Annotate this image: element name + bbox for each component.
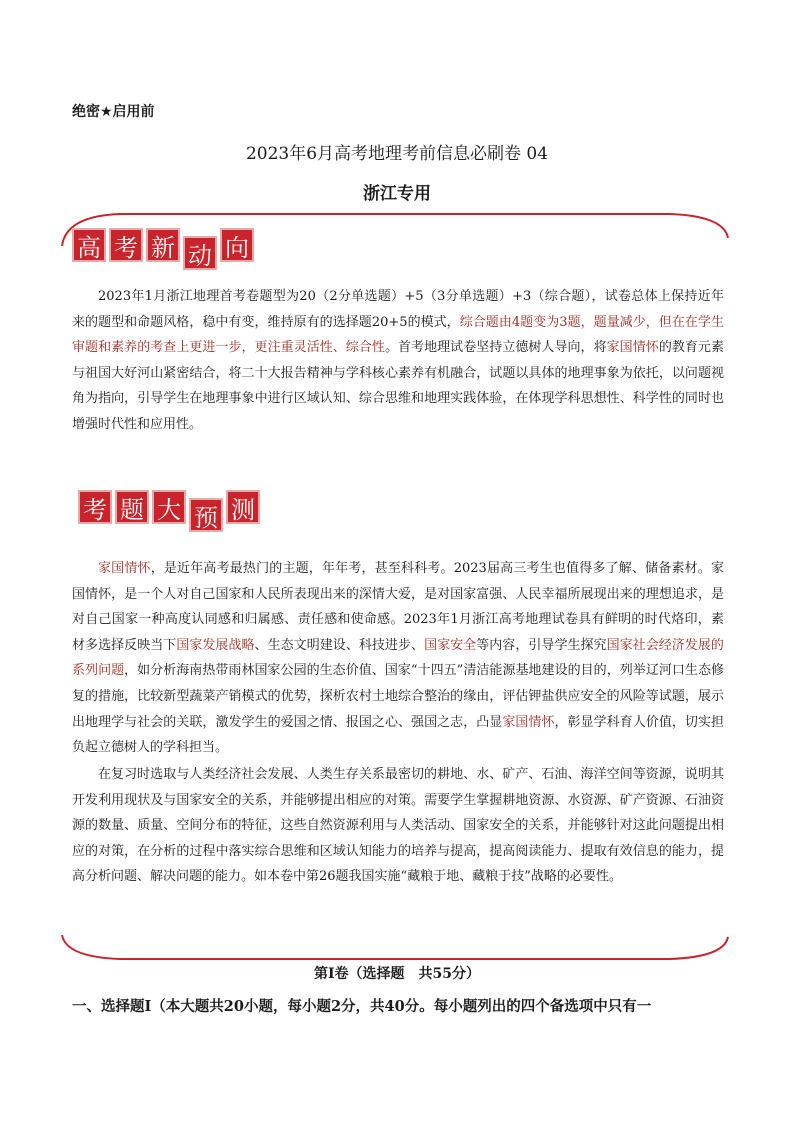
badge-char: 预 [189, 498, 223, 532]
bottom-divider-arc [60, 925, 730, 965]
badge-char: 动 [183, 236, 217, 270]
badge-char: 大 [152, 490, 186, 524]
badge-char: 考 [78, 490, 112, 524]
paper-subtitle: 浙江专用 [363, 184, 431, 204]
paper-title: 2023年6月高考地理考前信息必刷卷 04 [245, 144, 549, 164]
prediction-paragraph: 家国情怀，是近年高考最热门的主题，年年考，甚至科科考。2023届高三考生也值得多了解、储备素材。家国情怀，是一个人对自己国家和人民所表现出来的深情大爱，是对国家富强、人民幸福所展现出来的理想追求，是对自己国家一种高度认同感和归属感、责任感和使命感。2023年1月浙江高考地理试卷具有鲜明的时代烙印，素材多选择反映当下国家发展战略、生态文明建设、科技进步、国家安全等内容，引导学生探究国家社会经济发展的系列问题，如分析海南热带雨林国家公园的生态价值、国家“十四五”清洁能源基地建设的目的，列举辽河口生态修复的措施，比较新型蔬菜产销模式的优势，探析农村土地综合整治的缘由，评估钾盐供应安全的风险等试题，展示出地理学与社会的关联，激发学生的爱国之情、报国之心、强国之志，凸显家国情怀，彰显学科育人价值，切实担负起立德树人的学科担当。 [72, 561, 724, 756]
badge-char: 新 [146, 228, 180, 262]
badge-char: 考 [109, 228, 143, 262]
review-paragraph: 在复习时选取与人类经济社会发展、人类生存关系最密切的耕地、水、矿产、石油、海洋空间等资源，说明其开发利用现状及与国家安全的关系，并能够提出相应的对策。需要学生掌握耕地资源、水资源、矿产资源、石油资源的数量、质量、空间分布的特征，这些自然资源利用与人类活动、国家安全的关系，并能够针对这此问题提出相应的对策，在分析的过程中落实综合思维和区域认知能力的培养与提高，提高阅读能力、提取有效信息的能力，提高分析问题、解决问题的能力。如本卷中第26题我国实施“藏粮于地、藏粮于技”战略的必要性。 [72, 767, 724, 885]
badge-char: 高 [72, 228, 106, 262]
confidential-label: 绝密★启用前 [72, 104, 155, 120]
question-section-heading: 一、选择题Ⅰ（本大题共20小题，每小题2分，共40分。每小题列出的四个备选项中只有一 [72, 998, 652, 1015]
badge-char: 题 [115, 490, 149, 524]
badge-char: 测 [226, 490, 260, 524]
section-badge-prediction [78, 490, 260, 532]
part-one-heading: 第Ⅰ卷（选择题 共55分） [313, 966, 481, 982]
section-badge-gaokao-trends [72, 228, 254, 270]
badge-char: 向 [220, 228, 254, 262]
trend-paragraph: 2023年1月浙江地理首考卷题型为20（2分单选题）+5（3分单选题）+3（综合题），试卷总体上保持近年来的题型和命题风格，稳中有变，维持原有的选择题20+5的模式，综合题由4题变为3题，题量减少，但在在学生审题和素养的考查上更进一步，更注重灵活性、综合性。首考地理试卷坚持立德树人导向，将家国情怀的教育元素与祖国大好河山紧密结合，将二十大报告精神与学科核心素养有机融合，试题以具体的地理事象为依托，以问题视角为指向，引导学生在地理事象中进行区域认知、综合思维和地理实践体验，在体现学科思想性、科学性的同时也增强时代性和应用性。 [72, 289, 724, 432]
